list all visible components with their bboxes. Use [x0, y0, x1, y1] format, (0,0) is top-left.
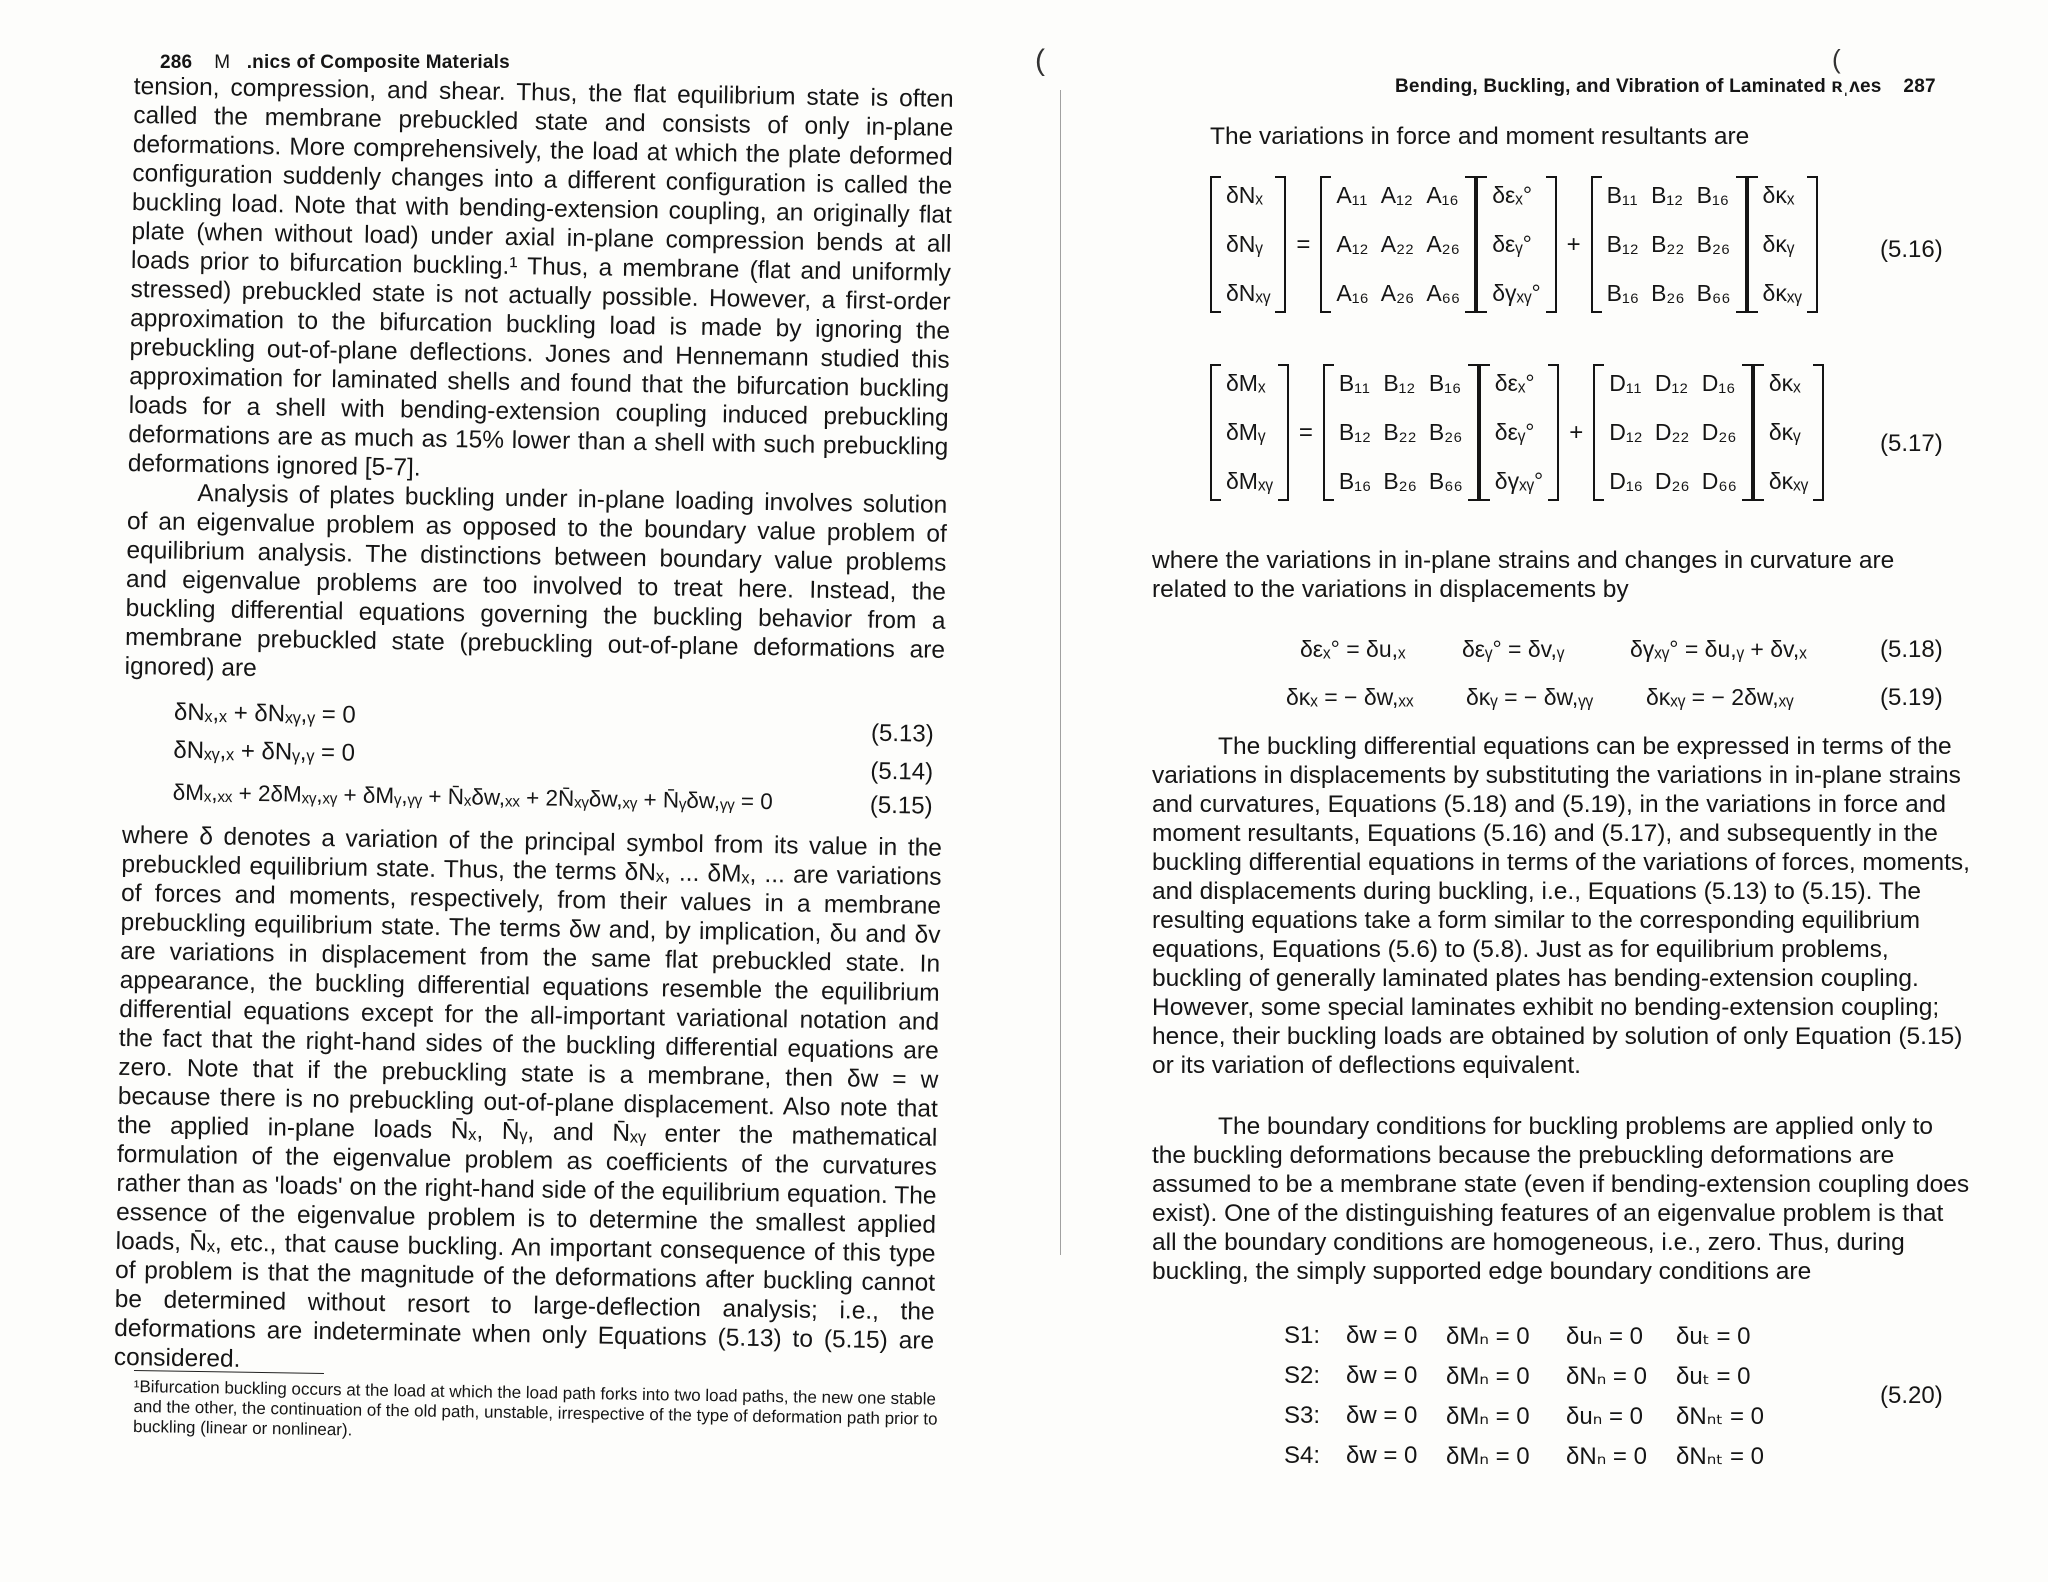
matrix-entry: D₆₆ [1701, 468, 1737, 494]
footnote [133, 1370, 954, 1450]
header-title: .nics of Composite Materials [246, 52, 510, 73]
matrix-entry: D₁₆ [1701, 370, 1736, 396]
intro-line: The variations in force and moment resultants are [1210, 123, 1750, 150]
condition-term: δMₙ = 0 [1446, 1402, 1530, 1430]
matrix-entry: δκᵧ [1768, 419, 1801, 445]
matrix-entry: B₁₁ [1338, 370, 1370, 396]
matrix-entry: B₆₆ [1428, 468, 1463, 494]
condition-term: δw = 0 [1346, 1322, 1418, 1349]
condition-term: δuₜ = 0 [1676, 1362, 1751, 1390]
page-number: 287 [1903, 76, 1936, 97]
b-matrix [1591, 176, 1747, 313]
boundary-condition-row [1284, 1356, 1796, 1396]
condition-term: δNₙ = 0 [1566, 1442, 1647, 1470]
curvature-vector [1753, 364, 1824, 501]
strain-vector [1476, 176, 1556, 313]
matrix-entry: B₁₂ [1606, 231, 1639, 257]
equation-number: (5.14) [870, 757, 934, 786]
matrix-entry: δγₓᵧ° [1492, 280, 1541, 306]
condition-term: δw = 0 [1346, 1442, 1418, 1469]
matrix-entry: B₆₆ [1696, 280, 1731, 306]
page-number: 286 [160, 52, 193, 73]
plus-sign: + [1566, 230, 1581, 258]
left-page-body [114, 72, 954, 1385]
strain-vector [1479, 364, 1559, 501]
boundary-conditions-5-20 [1284, 1316, 1796, 1476]
matrix-entry: δNᵧ [1226, 231, 1263, 257]
condition-term: δMₙ = 0 [1446, 1442, 1530, 1470]
header-title: Bending, Buckling, and Vibration of Laminated ʀˌʌes [1395, 76, 1882, 97]
matrix-entry: δNₓ [1226, 182, 1263, 208]
condition-term: δuₙ = 0 [1566, 1402, 1643, 1430]
boundary-condition-row [1284, 1396, 1796, 1436]
equation-number: (5.18) [1880, 636, 1943, 663]
matrix-entry: B₁₂ [1383, 370, 1416, 396]
condition-term: δNₙₜ = 0 [1676, 1402, 1765, 1430]
matrix-entry: B₂₆ [1383, 468, 1417, 494]
equation-part: δεᵧ° = δv,ᵧ [1462, 636, 1565, 662]
plus-sign: + [1569, 418, 1584, 446]
condition-label: S2: [1284, 1362, 1321, 1389]
matrix-entry: B₁₆ [1428, 370, 1462, 396]
matrix-entry: B₁₂ [1338, 419, 1371, 445]
matrix-entry: A₁₆ [1426, 182, 1459, 208]
matrix-entry: δεᵧ° [1494, 419, 1535, 445]
equation-part: δεₓ° = δu,ₓ [1300, 636, 1406, 662]
matrix-entry: B₂₂ [1651, 231, 1685, 257]
matrix-entry: B₂₆ [1651, 280, 1685, 306]
gutter-mark: ( [1035, 44, 1045, 77]
matrix-entry: δεₓ° [1492, 182, 1533, 208]
condition-label: S4: [1284, 1442, 1321, 1469]
matrix-entry: B₁₂ [1651, 182, 1684, 208]
condition-term: δNₙₜ = 0 [1676, 1442, 1765, 1470]
paragraph: where the variations in in-plane strains and changes in curvature are related to the variations in displacements by [1152, 547, 1895, 603]
condition-term: δw = 0 [1346, 1362, 1418, 1389]
paragraph: The buckling differential equations can be expressed in terms of the variations in displacements by substituting the variations in in-plane strains and curvatures, Equations (5.18) and (5.19), in the variations in force and moment resultants, Equations (5.16) and (5.17), and subsequently in the buckling differential equations in terms of the variations of forces, moments, and displacements during buckling, i.e., Equations (5.13) to (5.15). The resulting equations take a form similar to the corresponding equilibrium equations, Equations (5.6) to (5.8). Just as for equilibrium problems, buckling of generally laminated plates has bending-extension coupling. However, some special laminates exhibit no bending-extension coupling; hence, their buckling loads are obtained by solution of only Equation (5.15) or its variation of deflections equivalent. [1152, 733, 1970, 1079]
matrix-entry: δκₓ [1762, 182, 1795, 208]
condition-label: S1: [1284, 1322, 1321, 1349]
condition-term: δNₙ = 0 [1566, 1362, 1647, 1390]
matrix-entry: δMₓ [1226, 370, 1266, 396]
condition-term: δMₙ = 0 [1446, 1322, 1530, 1350]
matrix-entry: B₂₂ [1383, 419, 1417, 445]
matrix-entry: B₁₁ [1606, 182, 1638, 208]
matrix-entry: A₁₂ [1336, 231, 1369, 257]
paragraph: where δ denotes a variation of the principal symbol from its value in the prebuckled equilibrium state. Thus, the terms δNₓ, ... δMₓ, ... are variations of forces and moments, respectively, from their values in a membrane prebuckling equilibrium state. The terms δw and, by implication, δu and δv are variations in displacement from the same flat prebuckled state. In appearance, the buckling differential equations resemble the equilibrium differential equations except for the all-important variational notation and the fact that the right-hand sides of the buckling differential equations are zero. Note that if the prebuckling state is a membrane, then δw = w because there is no prebuckling out-of-plane displacement. Also note that the applied in-plane loads N̄ₓ, N̄ᵧ, and N̄ₓᵧ enter the mathematical formulation of the eigenvalue problem as coefficients of the curvatures rather than as 'loads' on the right-hand side of the equilibrium equation. The essence of the eigenvalue problem is to determine the smallest applied loads, N̄ₓ, etc., that cause buckling. An important consequence of this type of problem is that the magnitude of the deformations after buckling cannot be determined without resort to large-deflection analysis; i.e., the deformations are indeterminate when only Equations (5.13) to (5.15) are considered. [113, 821, 943, 1373]
matrix-entry: D₁₆ [1609, 468, 1643, 494]
condition-term: δuₜ = 0 [1676, 1322, 1751, 1350]
matrix-entry: D₁₂ [1654, 370, 1689, 396]
matrix-entry: D₂₆ [1701, 419, 1737, 445]
condition-term: δw = 0 [1346, 1402, 1418, 1429]
lhs-vector [1210, 364, 1289, 501]
matrix-entry: A₁₆ [1336, 280, 1369, 306]
equation-expression: δNₓᵧ,ₓ + δNᵧ,ᵧ = 0 [173, 736, 356, 767]
equation-number: (5.13) [870, 719, 934, 748]
condition-term: δuₙ = 0 [1566, 1322, 1643, 1350]
paragraph: tension, compression, and shear. Thus, the flat equilibrium state is often called the membrane prebuckled state and consists of only in-plane deformations. More comprehensively, the load at which the plate deformed configuration suddenly changes into a different configuration is called the buckling load. Note that with bending-extension coupling, an originally flat plate (when without load) under axial in-plane compression bends at all loads prior to bifurcation buckling.¹ Thus, a membrane (flat and uniformly stressed) prebuckled state is not actually possible. However, a first-order approximation to the bifurcation buckling load is made by ignoring the prebuckling out-of-plane deflections. Jones and Hennemann studied this approximation for laminated shells and found that the bifurcation buckling loads for a shell with bending-extension coupling induced prebuckling deformations are as much as 15% lower than a shell with such prebuckling deformations ignored [5-7]. [127, 72, 954, 482]
condition-term: δMₙ = 0 [1446, 1362, 1530, 1390]
matrix-entry: δMᵧ [1226, 419, 1266, 445]
matrix-entry: D₁₂ [1609, 419, 1643, 445]
a-matrix [1320, 176, 1476, 313]
paragraph: Analysis of plates buckling under in-plane loading involves solution of an eigenvalue problem as opposed to the boundary value problem of equilibrium analysis. The distinctions between boundary value problems and eigenvalue problems are too involved to treat here. Instead, the buckling differential equations governing the buckling behavior from a membrane prebuckled state (prebuckling out-of-plane deformations are ignored) are [124, 480, 948, 683]
matrix-entry: B₁₆ [1696, 182, 1729, 208]
lhs-vector [1210, 176, 1286, 313]
equation-expression: δMₓ,ₓₓ + 2δMₓᵧ,ₓᵧ + δMᵧ,ᵧᵧ + N̄ₓδw,ₓₓ + 2N̄ₓᵧδw,ₓᵧ + N̄ᵧδw,ᵧᵧ = 0 [172, 779, 773, 815]
equals-sign: = [1298, 418, 1313, 446]
paragraph: The boundary conditions for buckling problems are applied only to the buckling deformations because the prebuckling deformations are assumed to be a membrane state (even if bending-extension coupling does exist). One of the distinguishing features of an eigenvalue problem is that all the boundary conditions are homogeneous, i.e., zero. Thus, during buckling, the simply supported edge boundary conditions are [1152, 1113, 1970, 1285]
matrix-equation-5-17 [1210, 364, 1824, 501]
matrix-entry: B₁₆ [1606, 280, 1640, 306]
footnote-text: ¹Bifurcation buckling occurs at the load at which the load path forks into two load paths, the new one stable and the other, the continuation of the old path, unstable, irrespective of the type of deformation path prior to buckling (linear or nonlinear). [132, 1376, 938, 1440]
matrix-entry: δεₓ° [1494, 370, 1535, 396]
condition-label: S3: [1284, 1402, 1321, 1429]
equation-part: δγₓᵧ° = δu,ᵧ + δv,ₓ [1630, 636, 1807, 662]
boundary-condition-row [1284, 1316, 1796, 1356]
boundary-condition-row [1284, 1436, 1796, 1476]
matrix-entry: A₆₆ [1426, 280, 1461, 306]
b-matrix [1323, 364, 1479, 501]
matrix-entry: A₂₆ [1380, 280, 1415, 306]
equation-number: (5.19) [1880, 684, 1943, 711]
matrix-entry: B₁₆ [1338, 468, 1372, 494]
matrix-entry: δγₓᵧ° [1494, 468, 1544, 494]
equation-number: (5.15) [869, 791, 933, 820]
matrix-entry: δεᵧ° [1492, 231, 1532, 257]
matrix-entry: A₂₂ [1380, 231, 1414, 257]
left-running-header [160, 52, 510, 74]
matrix-entry: δκₓᵧ [1768, 468, 1809, 494]
matrix-entry: A₁₂ [1380, 182, 1413, 208]
matrix-equation-5-16 [1210, 176, 1818, 313]
matrix-entry: D₁₁ [1609, 370, 1642, 396]
matrix-entry: A₂₆ [1426, 231, 1460, 257]
equals-sign: = [1296, 230, 1311, 258]
right-running-header [1395, 76, 1936, 98]
matrix-entry: δMₓᵧ [1226, 468, 1273, 494]
matrix-entry: δκₓᵧ [1762, 280, 1802, 306]
equation-number: (5.16) [1880, 236, 1943, 263]
equation-part: δκₓ = − δw,ₓₓ [1286, 684, 1414, 710]
matrix-entry: δNₓᵧ [1226, 280, 1271, 306]
matrix-entry: D₂₆ [1654, 468, 1690, 494]
matrix-entry: A₁₁ [1336, 182, 1368, 208]
matrix-entry: B₂₆ [1428, 419, 1463, 445]
curvature-vector [1747, 176, 1818, 313]
equation-part: δκᵧ = − δw,ᵧᵧ [1466, 684, 1594, 710]
matrix-entry: δκₓ [1768, 370, 1801, 396]
equation-number: (5.20) [1880, 1382, 1943, 1409]
matrix-entry: δκᵧ [1762, 231, 1795, 257]
matrix-entry: B₂₆ [1696, 231, 1731, 257]
matrix-entry: D₂₂ [1654, 419, 1690, 445]
gutter-mark: ( [1832, 44, 1841, 74]
equation-number: (5.17) [1880, 430, 1943, 457]
equation-expression: δNₓ,ₓ + δNₓᵧ,ᵧ = 0 [173, 698, 356, 729]
gutter-line [1060, 90, 1061, 1255]
d-matrix [1593, 364, 1753, 501]
header-title-fragment: M [214, 52, 231, 73]
equation-part: δκₓᵧ = − 2δw,ₓᵧ [1646, 684, 1794, 710]
